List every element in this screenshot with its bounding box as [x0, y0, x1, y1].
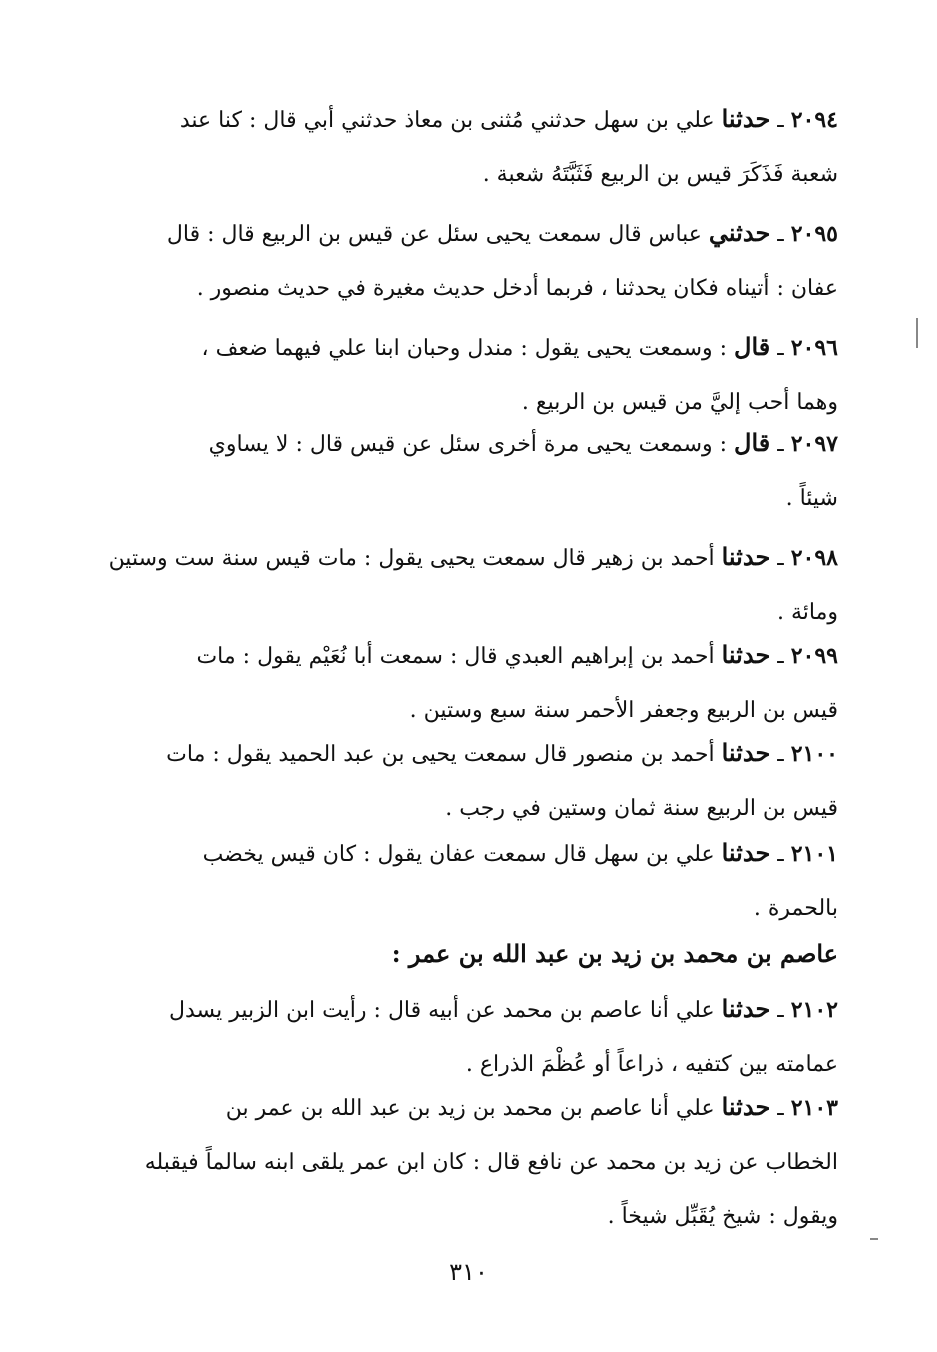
entry-2095: [88, 206, 838, 316]
entry-line: قيس بن الربيع وجعفر الأحمر سنة سبع وستين .: [409, 698, 838, 723]
entry-2103: [88, 1080, 838, 1244]
entry-keyword: حدثنا: [721, 994, 771, 1023]
entry-text: عباس قال سمعت يحيى سئل عن قيس بن الربيع قال : قال: [166, 222, 702, 247]
entry-keyword: حدثنا: [721, 738, 771, 767]
entry-text: علي بن سهل حدثني مُثنى بن معاذ حدثني أبي قال : كنا عند: [179, 108, 715, 133]
entry-text: أحمد بن منصور قال سمعت يحيى بن عبد الحميد يقول : مات: [166, 742, 715, 767]
entry-2099: [88, 628, 838, 738]
entry-line: وهما أحب إليَّ من قيس بن الربيع .: [521, 390, 838, 415]
scan-mark: [916, 318, 918, 348]
entry-line: ٢٠٩٨ ـ حدثنا أحمد بن زهير قال سمعت يحيى يقول : مات قيس سنة ست وستين: [108, 542, 838, 571]
entry-keyword: قال: [734, 428, 771, 457]
entry-line: ٢١٠٠ ـ حدثنا أحمد بن منصور قال سمعت يحيى بن عبد الحميد يقول : مات: [166, 738, 838, 767]
entry-number: ٢٠٩٩: [790, 643, 838, 669]
entry-line: عمامته بين كتفيه ، ذراعاً أو عُظْمَ الذراع .: [465, 1052, 838, 1077]
entry-line: ٢٠٩٥ ـ حدثني عباس قال سمعت يحيى سئل عن قيس بن الربيع قال : قال: [166, 218, 838, 247]
entry-number: ٢١٠٢: [790, 997, 838, 1023]
entry-keyword: قال: [734, 332, 771, 361]
entry-line: ويقول : شيخ يُقَبِّل شيخاً .: [607, 1204, 838, 1229]
entry-number: ٢٠٩٥: [790, 221, 838, 247]
entry-text: أحمد بن إبراهيم العبدي قال : سمعت أبا نُعَيْم يقول : مات: [196, 644, 715, 669]
entry-keyword: حدثنا: [721, 1092, 771, 1121]
entry-line: شيئاً .: [785, 486, 838, 511]
entry-2094: [88, 92, 838, 202]
page-number: ٣١٠: [449, 1258, 488, 1286]
entry-line: ٢١٠١ ـ حدثنا علي بن سهل قال سمعت عفان يقول : كان قيس يخضب: [202, 838, 838, 867]
entry-2097: [88, 416, 838, 526]
entry-line: ٢٠٩٦ ـ قال : وسمعت يحيى يقول : مندل وحبان ابنا علي فيهما ضعف ،: [201, 332, 838, 361]
entry-number: ٢١٠١: [790, 841, 838, 867]
entry-number: ٢١٠٠: [790, 741, 838, 767]
entry-text: : وسمعت يحيى مرة أخرى سئل عن قيس قال : لا يساوي: [208, 432, 728, 457]
entry-2098: [88, 530, 838, 640]
scan-mark: [870, 1238, 878, 1240]
entry-keyword: حدثنا: [721, 104, 771, 133]
entry-line: الخطاب عن زيد بن محمد عن نافع قال : كان ابن عمر يلقى ابنه سالماً فيقبله: [144, 1150, 838, 1175]
entry-line: ٢٠٩٤ ـ حدثنا علي بن سهل حدثني مُثنى بن معاذ حدثني أبي قال : كنا عند: [179, 104, 838, 133]
entry-line: ٢١٠٣ ـ حدثنا علي أنا عاصم بن محمد بن زيد بن عبد الله بن عمر بن: [225, 1092, 838, 1121]
entry-text: علي بن سهل قال سمعت عفان يقول : كان قيس يخضب: [202, 842, 715, 867]
entry-2101: [88, 826, 838, 936]
entry-keyword: حدثني: [708, 218, 771, 247]
entry-line: عفان : أتيناه فكان يحدثنا ، فربما أدخل حديث مغيرة في حديث منصور .: [196, 276, 838, 301]
entry-keyword: حدثنا: [721, 640, 771, 669]
entry-number: ٢٠٩٧: [790, 431, 838, 457]
entry-text: علي أنا عاصم بن محمد بن زيد بن عبد الله بن عمر بن: [225, 1096, 715, 1121]
entry-line: شعبة فَذَكَرَ قيس بن الربيع فَثَبَّتَهُ شعبة .: [482, 162, 838, 187]
entry-line: ٢١٠٢ ـ حدثنا علي أنا عاصم بن محمد عن أبيه قال : رأيت ابن الزبير يسدل: [168, 994, 838, 1023]
entry-2096: [88, 320, 838, 430]
entry-text: علي أنا عاصم بن محمد عن أبيه قال : رأيت ابن الزبير يسدل: [168, 998, 715, 1023]
entry-keyword: حدثنا: [721, 838, 771, 867]
entry-2100: [88, 726, 838, 836]
entry-line: ٢٠٩٩ ـ حدثنا أحمد بن إبراهيم العبدي قال : سمعت أبا نُعَيْم يقول : مات: [196, 640, 838, 669]
entry-line: ٢٠٩٧ ـ قال : وسمعت يحيى مرة أخرى سئل عن قيس قال : لا يساوي: [208, 428, 838, 457]
section-heading: عاصم بن محمد بن زيد بن عبد الله بن عمر :: [391, 939, 838, 968]
entry-number: ٢١٠٣: [790, 1095, 838, 1121]
entry-line: ومائة .: [776, 600, 838, 625]
entry-number: ٢٠٩٨: [790, 545, 838, 571]
entry-text: : وسمعت يحيى يقول : مندل وحبان ابنا علي فيهما ضعف ،: [201, 336, 728, 361]
entry-keyword: حدثنا: [721, 542, 771, 571]
entry-number: ٢٠٩٦: [790, 335, 838, 361]
entry-2102: [88, 982, 838, 1092]
entry-text: أحمد بن زهير قال سمعت يحيى يقول : مات قيس سنة ست وستين: [108, 546, 715, 571]
entry-line: بالحمرة .: [753, 896, 838, 921]
entry-number: ٢٠٩٤: [790, 107, 838, 133]
entry-line: قيس بن الربيع سنة ثمان وستين في رجب .: [445, 796, 838, 821]
